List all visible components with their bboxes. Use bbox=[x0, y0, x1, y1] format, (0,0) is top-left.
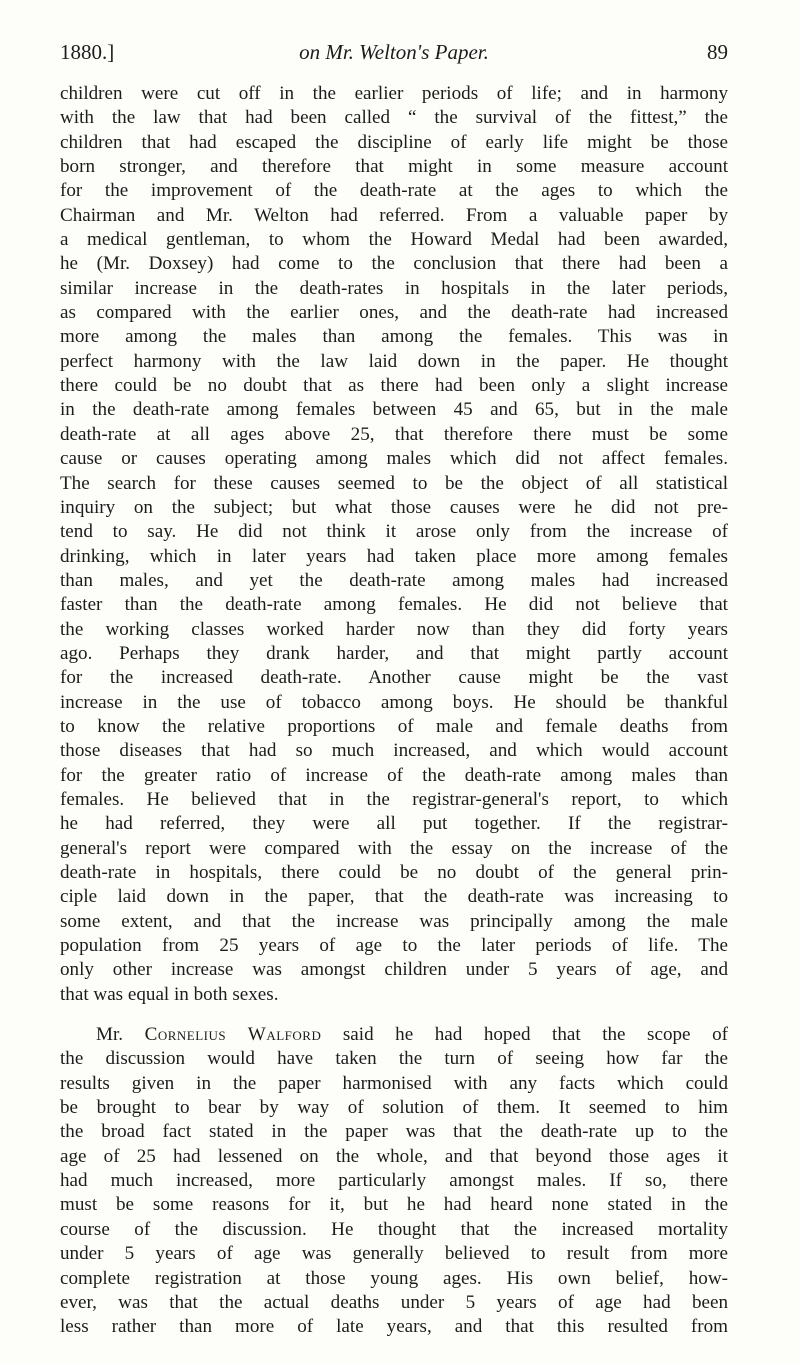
page-number: 89 bbox=[707, 40, 728, 64]
text-line: age of 25 had lessened on the whole, and that beyond those ages it bbox=[60, 1145, 728, 1167]
text-line: tend to say. He did not think it arose only from the increase of bbox=[60, 521, 728, 543]
text-line: faster than the death-rate among females. He did not believe that bbox=[60, 594, 728, 616]
text-line: as compared with the earlier ones, and the death-rate had increased bbox=[60, 302, 728, 324]
text-line: than males, and yet the death-rate among males had increased bbox=[60, 569, 728, 591]
text-line: under 5 years of age was generally believed to result from more bbox=[60, 1243, 728, 1265]
text-line: inquiry on the subject; but what those causes were he did not pre- bbox=[60, 496, 728, 518]
text-line: in the death-rate among females between 45 and 65, but in the male bbox=[60, 399, 728, 421]
text-line: children were cut off in the earlier periods of life; and in harmony bbox=[60, 83, 728, 104]
text-line: death-rate in hospitals, there could be no doubt of the general prin- bbox=[60, 862, 728, 883]
text-line: course of the discussion. He thought that the increased mortality bbox=[60, 1218, 728, 1240]
text-line: to know the relative proportions of male and female deaths from bbox=[60, 715, 728, 737]
text-line: ever, was that the actual deaths under 5 years of age had been bbox=[60, 1291, 728, 1313]
text-line: must be some reasons for it, but he had heard none stated in the bbox=[60, 1194, 728, 1216]
text-line: Chairman and Mr. Welton had referred. From a valuable paper by bbox=[60, 204, 728, 226]
text-line: some extent, and that the increase was principally among the male bbox=[60, 910, 728, 932]
text-line: those diseases that had so much increased, and which would account bbox=[60, 740, 728, 762]
text-line: there could be no doubt that as there had been only a slight increase bbox=[60, 375, 728, 397]
text-line: drinking, which in later years had taken place more among females bbox=[60, 545, 728, 567]
text-line: The search for these causes seemed to be the object of all statistical bbox=[60, 472, 728, 494]
speaker-prefix: Mr. bbox=[96, 1024, 145, 1046]
text-line: more among the males than among the females. This was in bbox=[60, 326, 728, 348]
running-header bbox=[60, 40, 728, 80]
text-line: the working classes worked harder now than they did forty years bbox=[60, 618, 728, 640]
text-line: perfect harmony with the law laid down in the paper. He thought bbox=[60, 350, 728, 372]
text-line: that was equal in both sexes. bbox=[60, 983, 279, 1005]
text-line: complete registration at those young ages. His own belief, how- bbox=[60, 1267, 728, 1289]
paragraph-walford bbox=[60, 1023, 728, 1339]
text-line: cause or causes operating among males which did not affect females. bbox=[60, 448, 728, 470]
text-line: the discussion would have taken the turn of seeing how far the bbox=[60, 1048, 728, 1070]
text-line: increase in the use of tobacco among boys. He should be thankful bbox=[60, 691, 728, 713]
header-title: on Mr. Welton's Paper. bbox=[299, 40, 489, 64]
text-line: only other increase was amongst children under 5 years of age, and bbox=[60, 959, 728, 981]
text-line: he had referred, they were all put together. If the registrar- bbox=[60, 813, 728, 835]
text-line: females. He believed that in the registrar-general's report, to which bbox=[60, 788, 728, 810]
text-line: with the law that had been called “ the survival of the fittest,” the bbox=[60, 107, 728, 129]
text-line: less rather than more of late years, and that this resulted from bbox=[60, 1316, 728, 1338]
text-line: population from 25 years of age to the later periods of life. The bbox=[60, 935, 728, 957]
text-line: for the improvement of the death-rate at the ages to which the bbox=[60, 180, 728, 202]
paragraph-doxsey bbox=[60, 82, 728, 1007]
text-line: general's report were compared with the essay on the increase of the bbox=[60, 837, 728, 859]
text-line: ago. Perhaps they drank harder, and that might partly account bbox=[60, 642, 728, 664]
lead-text: said he had hoped that the scope of bbox=[321, 1024, 728, 1046]
book-page bbox=[0, 40, 800, 1364]
speaker-name: Cornelius Walford bbox=[144, 1024, 322, 1046]
text-line: be brought to bear by way of solution of them. It seemed to him bbox=[60, 1097, 728, 1119]
text-line: death-rate at all ages above 25, that therefore there must be some bbox=[60, 423, 728, 445]
text-line: the broad fact stated in the paper was that the death-rate up to the bbox=[60, 1121, 728, 1143]
text-line: for the increased death-rate. Another cause might be the vast bbox=[60, 667, 728, 689]
text-line: ciple laid down in the paper, that the death-rate was increasing to bbox=[60, 886, 728, 908]
text-line-lead bbox=[60, 1023, 728, 1047]
text-line: he (Mr. Doxsey) had come to the conclusion that there had been a bbox=[60, 253, 728, 275]
text-line: results given in the paper harmonised with any facts which could bbox=[60, 1072, 728, 1094]
text-line: born stronger, and therefore that might in some measure account bbox=[60, 156, 728, 178]
text-line: children that had escaped the discipline of early life might be those bbox=[60, 131, 728, 153]
text-line: had much increased, more particularly amongst males. If so, there bbox=[60, 1170, 728, 1192]
text-line: for the greater ratio of increase of the death-rate among males than bbox=[60, 764, 728, 786]
text-line: a medical gentleman, to whom the Howard Medal had been awarded, bbox=[60, 229, 728, 251]
header-year: 1880.] bbox=[60, 40, 115, 64]
text-line: similar increase in the death-rates in hospitals in the later periods, bbox=[60, 277, 728, 299]
